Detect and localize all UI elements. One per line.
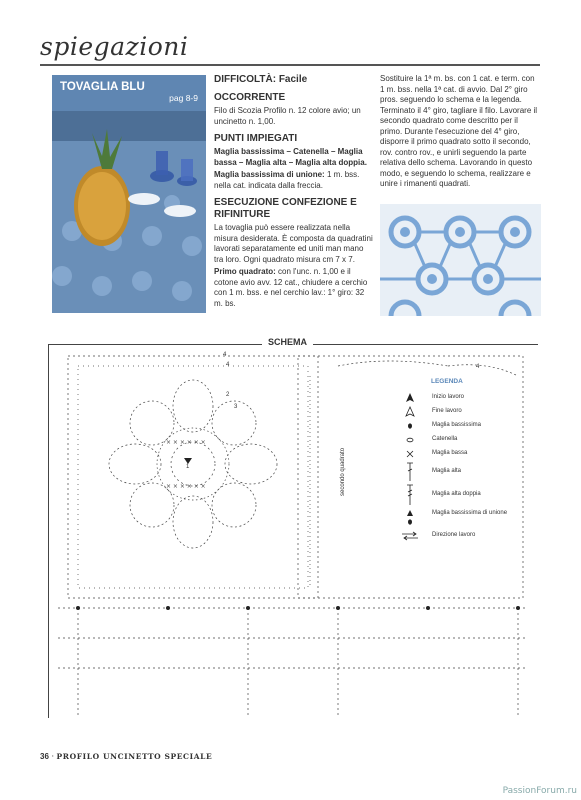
legend-item: [398, 433, 538, 447]
occorrente-heading: OCCORRENTE: [214, 92, 286, 103]
join-slip-stitch-icon: [400, 508, 420, 528]
footer-separator: ·: [51, 752, 57, 761]
legend-item-label: Maglia bassissima di unione: [432, 510, 508, 516]
legend-item: [398, 461, 538, 483]
instructions-column-left: [214, 74, 374, 309]
corner-number-label-1: 4: [223, 352, 227, 358]
end-arrow-icon: [400, 406, 420, 418]
svg-text:× × × × × ×: × × × × × ×: [166, 483, 206, 490]
legend: [398, 378, 538, 543]
second-square-label: secondo quadrato: [340, 447, 346, 496]
esecuzione-heading: ESECUZIONE CONFEZIONE E RIFINITURE: [214, 197, 357, 220]
first-square-motif: [68, 356, 318, 598]
legend-item-label: Catenella: [432, 436, 458, 442]
photo-title: TOVAGLIA BLU: [60, 81, 145, 93]
round-1-label: 1: [186, 464, 190, 470]
legend-item-label: Direzione lavoro: [432, 532, 476, 538]
corner-number-label-2: 4: [476, 364, 480, 370]
treble-crochet-icon: [400, 484, 420, 506]
punti-union: Maglia bassissima di unione: 1 m. bss. nella cat. indicata dalla freccia.: [214, 170, 360, 190]
schema-title: SCHEMA: [262, 337, 313, 347]
single-crochet-icon: [400, 448, 420, 460]
legend-item: [398, 483, 538, 507]
svg-text:× × × × × ×: × × × × × ×: [166, 439, 206, 446]
legend-item-label: Maglia bassissima: [432, 422, 482, 428]
joining-rows: [58, 608, 528, 716]
esecuzione-text: La tovaglia può essere realizzata nella misura desiderata. È composta da quadratini lavorati separatamente ed uniti man mano tra loro. Ogni quadrato misura cm 7 x 7.: [214, 223, 373, 264]
round-2-label: 2: [226, 392, 230, 398]
watermark: PassionForum.ru: [502, 786, 577, 796]
punti-heading: PUNTI IMPIEGATI: [214, 133, 298, 144]
round-number-labels: [186, 362, 238, 470]
tablecloth-photo: [52, 111, 206, 313]
magazine-name: PROFILO UNCINETTO SPECIALE: [56, 752, 213, 761]
legend-item: [398, 419, 538, 433]
primo-quadrato-text: Primo quadrato: con l'unc. n. 1,00 e il cotone avio avv. 12 cat., chiudere a cerchio con 1 m. bss. e nel cerchio lav.: 1° giro: 32 m. bs.: [214, 267, 368, 308]
page-footer: [40, 752, 212, 761]
legend-item-label: Maglia bassa: [432, 450, 468, 456]
punti-list: Maglia bassissima – Catenella – Maglia bassa – Maglia alta – Maglia alta doppia.: [214, 147, 367, 167]
section-title: spiegazioni: [40, 32, 189, 61]
direction-arrows-icon: [400, 530, 420, 542]
legend-item-label: Maglia alta doppia: [432, 491, 481, 497]
legend-item-label: Inizio lavoro: [432, 394, 465, 400]
legend-item: [398, 507, 538, 529]
legend-item-label: Maglia alta: [432, 468, 462, 474]
start-arrow-icon: [400, 392, 420, 404]
occorrente-text: Filo di Scozia Profilo n. 12 colore avio; un uncinetto n. 1,00.: [214, 106, 361, 126]
photo-page-ref: pag 8-9: [169, 93, 198, 103]
slip-stitch-icon: [400, 420, 420, 432]
lace-detail-photo: [380, 204, 541, 316]
right-column-text: Sostituire la 1ª m. bs. con 1 cat. e term. con 1 m. bss. nella 1ª cat. di avvio. Dal 2° giro pros. seguendo lo schema e la legenda. Terminato il 4° giro, tagliare il filo. Lavorare il secondo quadrato come descritto per il primo. Durante l'esecuzione del 4° giro, disporre il primo quadrato sotto il secondo, rov. contro rov., e unirli seguendo la parte relativa dello schema. Lavorando in questo modo, e seguendo lo schema, realizzare e unire i rimanenti quadrati.: [380, 74, 538, 188]
page-number: 36: [40, 752, 49, 761]
difficulty-value: Facile: [278, 74, 308, 85]
legend-item: [398, 529, 538, 543]
round-3-label: 3: [234, 404, 238, 410]
legend-item: [398, 447, 538, 461]
legend-item-label: Fine lavoro: [432, 408, 462, 414]
instructions-column-right: [380, 74, 540, 190]
legend-item: [398, 405, 538, 419]
double-crochet-icon: [400, 462, 420, 482]
photo-box: [52, 75, 206, 313]
round-4-label: 4: [226, 362, 230, 368]
section-rule: [40, 64, 540, 66]
difficulty-heading: DIFFICOLTÀ: Facile: [214, 74, 308, 85]
chain-icon: [400, 434, 420, 446]
legend-title: LEGENDA: [431, 378, 463, 385]
legend-item: [398, 391, 538, 405]
